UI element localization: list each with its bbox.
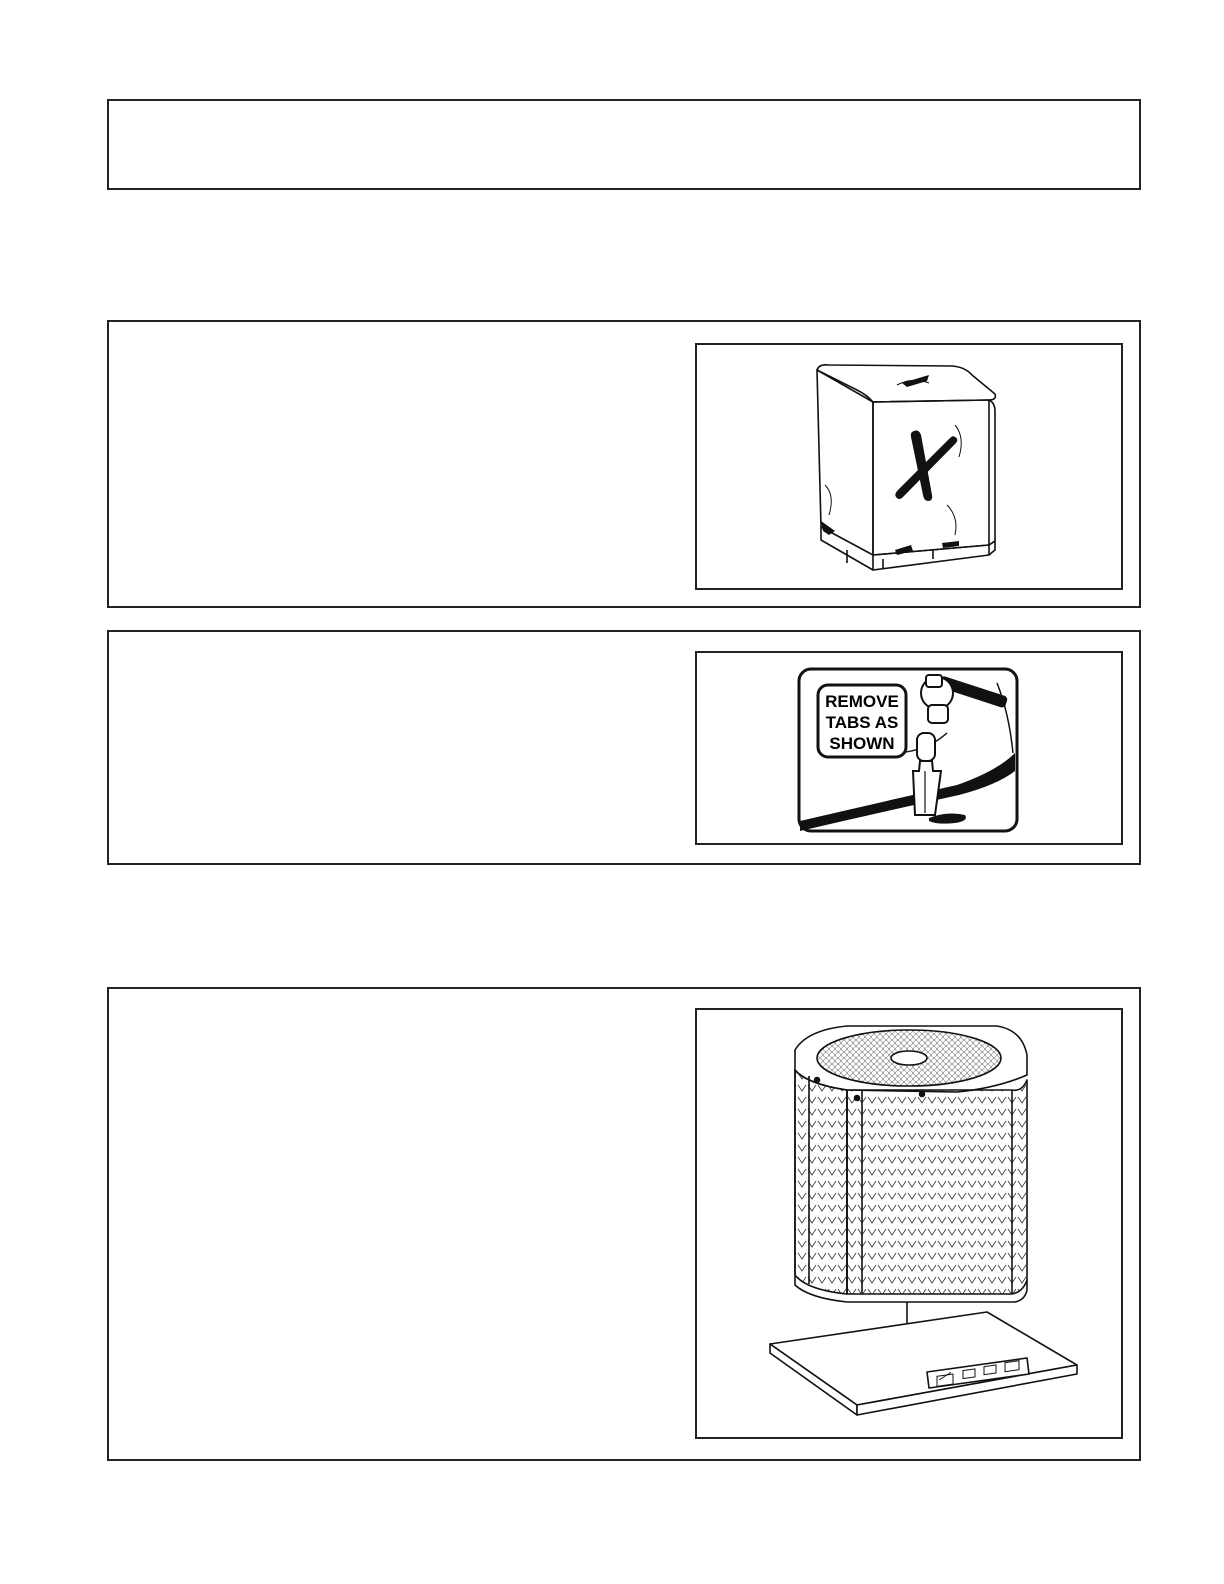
packaged-unit-figure xyxy=(695,343,1123,590)
top-banner-box xyxy=(107,99,1141,190)
callout-line-2: TABS AS xyxy=(825,713,899,732)
condenser-unit-on-pad-icon xyxy=(697,1010,1121,1437)
remove-tabs-figure xyxy=(695,651,1123,845)
callout-line-3: SHOWN xyxy=(829,734,895,753)
condenser-on-pad-figure xyxy=(695,1008,1123,1439)
hammer-chisel-icon xyxy=(697,653,1121,843)
callout-line-1: REMOVE xyxy=(825,692,899,711)
packaged-unit-crossed-out-icon xyxy=(697,345,1121,588)
